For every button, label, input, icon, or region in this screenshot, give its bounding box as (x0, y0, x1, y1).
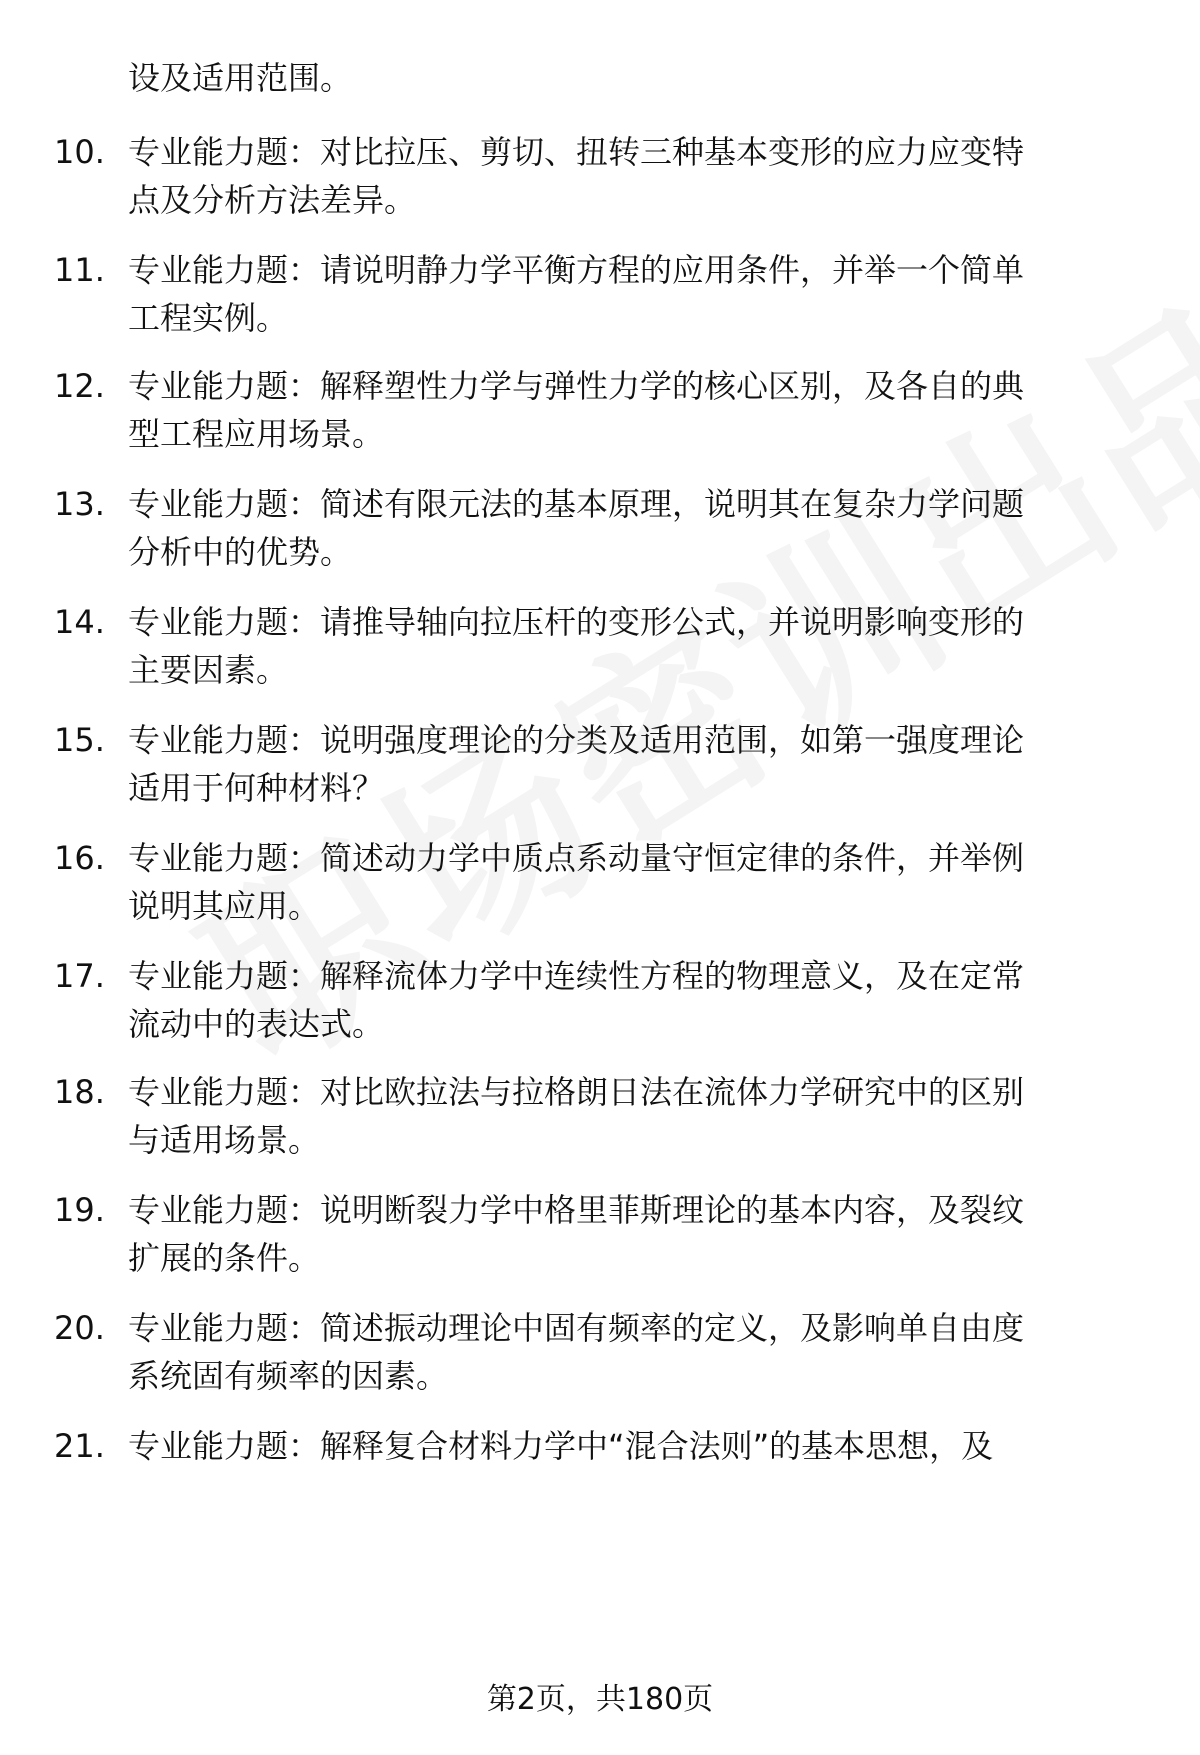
item-number: 20. (54, 1309, 105, 1347)
item-number: 14. (54, 603, 105, 641)
item-text: 专业能力题：对比拉压、剪切、扭转三种基本变形的应力应变特 点及分析方法差异。 (128, 133, 1025, 219)
item-text: 专业能力题：解释复合材料力学中“混合法则”的基本思想，及 (128, 1427, 994, 1465)
item-number: 10. (54, 133, 105, 171)
item-text: 专业能力题：简述振动理论中固有频率的定义，及影响单自由度 系统固有频率的因素。 (128, 1309, 1025, 1395)
item-number: 12. (54, 367, 105, 405)
item-text: 专业能力题：说明强度理论的分类及适用范围，如第一强度理论 适用于何种材料？ (128, 721, 1025, 807)
item-text: 专业能力题：请推导轴向拉压杆的变形公式，并说明影响变形的 主要因素。 (128, 603, 1025, 689)
item-number: 13. (54, 485, 105, 523)
item-number: 17. (54, 957, 105, 995)
item-number: 18. (54, 1073, 105, 1111)
item-text: 专业能力题：说明断裂力学中格里菲斯理论的基本内容，及裂纹 扩展的条件。 (128, 1191, 1025, 1277)
item-number: 21. (54, 1427, 105, 1465)
item-number: 16. (54, 839, 105, 877)
item-text: 专业能力题：对比欧拉法与拉格朗日法在流体力学研究中的区别 与适用场景。 (128, 1073, 1025, 1159)
item-text: 专业能力题：简述动力学中质点系动量守恒定律的条件，并举例 说明其应用。 (128, 839, 1025, 925)
page-footer: 第2页，共180页 (486, 1682, 714, 1717)
item-text: 专业能力题：简述有限元法的基本原理，说明其在复杂力学问题 分析中的优势。 (128, 485, 1025, 571)
continuation-line: 设及适用范围。 (128, 59, 353, 97)
item-number: 11. (54, 251, 105, 289)
item-text: 专业能力题：解释流体力学中连续性方程的物理意义，及在定常 流动中的表达式。 (128, 957, 1025, 1043)
item-number: 15. (54, 721, 105, 759)
item-number: 19. (54, 1191, 105, 1229)
item-text: 专业能力题：请说明静力学平衡方程的应用条件，并举一个简单 工程实例。 (128, 251, 1025, 337)
item-text: 专业能力题：解释塑性力学与弹性力学的核心区别，及各自的典 型工程应用场景。 (128, 367, 1025, 453)
